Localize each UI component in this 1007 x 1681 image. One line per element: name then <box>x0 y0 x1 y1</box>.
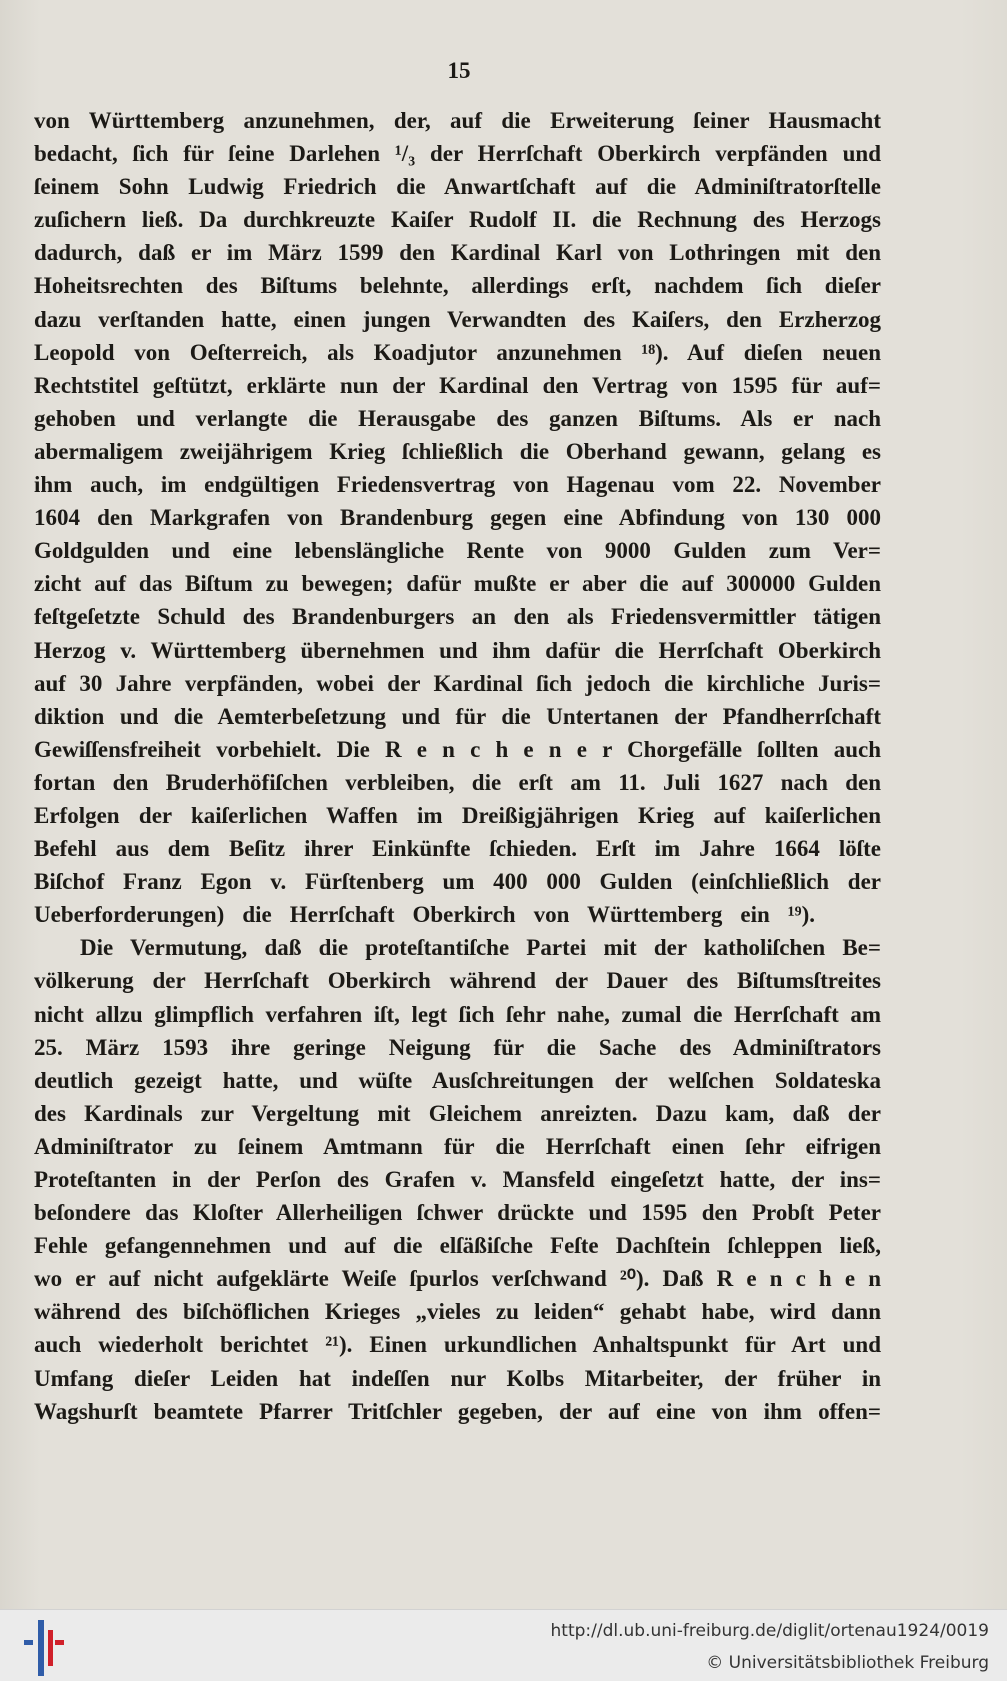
text-line: Leopold von Oeſterreich, als Koadjutor anzunehmen ¹⁸). Auf dieſen neuen <box>34 339 881 365</box>
text-line: bedacht, ſich für ſeine Darlehen ¹/₃ der Herrſchaft Oberkirch verpfänden und <box>34 141 881 167</box>
text-line: des Kardinals zur Vergeltung mit Gleichem anreizten. Dazu kam, daß der <box>34 1100 881 1126</box>
text-line: dazu verſtanden hatte, einen jungen Verwandten des Kaiſers, den Erzherzog <box>34 306 881 332</box>
text-line: wo er auf nicht aufgeklärte Weiſe ſpurlos verſchwand ²⁰). Daß R e n c h e n <box>34 1266 881 1292</box>
logo-bar <box>55 1640 64 1645</box>
text-line: zicht auf das Biſtum zu bewegen; dafür mußte er aber die auf 300000 Gulden <box>34 571 881 597</box>
logo-bar <box>24 1640 33 1645</box>
page-number: 15 <box>447 58 471 83</box>
footer <box>0 1609 1007 1681</box>
text-line: deutlich gezeigt hatte, und wüſte Ausſchreitungen der welſchen Soldateska <box>34 1067 881 1093</box>
paragraph-2 <box>34 931 881 1427</box>
text-line: feſtgeſetzte Schuld des Brandenburgers an den als Friedensvermittler tätigen <box>34 604 881 630</box>
text-line-indented: Die Vermutung, daß die proteſtantiſche Partei mit der katholiſchen Be= <box>80 935 881 961</box>
text-line-paragraph-end: Ueberforderungen) die Herrſchaft Oberkirch von Württemberg ein ¹⁹). <box>34 902 815 928</box>
footer-url: http://dl.ub.uni-freiburg.de/diglit/ortenau1924/0019 <box>550 1621 989 1641</box>
text-line: Proteſtanten in der Perſon des Grafen v. Mansfeld eingeſetzt hatte, der ins= <box>34 1167 881 1192</box>
text-line: Fehle gefangennehmen und auf die elſäßiſche Feſte Dachſtein ſchleppen ließ, <box>34 1233 881 1259</box>
text-line: abermaligem zweijährigem Krieg ſchließlich die Oberhand gewann, gelang es <box>34 438 881 464</box>
logo-bar <box>48 1630 53 1666</box>
text-line: Umfang dieſer Leiden hat indeſſen nur Kolbs Mitarbeiter, der früher in <box>34 1365 881 1391</box>
text-line: ſeinem Sohn Ludwig Friedrich die Anwartſchaft auf die Adminiſtratorſtelle <box>34 174 881 200</box>
text-line: fortan den Bruderhöfiſchen verbleiben, die erſt am 11. Juli 1627 nach den <box>34 769 881 795</box>
text-line: Befehl aus dem Beſitz ihrer Einkünfte ſchieden. Erſt im Jahre 1664 löſte <box>34 836 881 862</box>
paragraph-1 <box>34 104 881 931</box>
text-line: 25. März 1593 ihre geringe Neigung für die Sache des Adminiſtrators <box>34 1034 881 1060</box>
text-line: beſondere das Kloſter Allerheiligen ſchwer drückte und 1595 den Probſt Peter <box>34 1200 881 1226</box>
text-line: Gewiſſensfreiheit vorbehielt. Die R e n c h e n e r Chorgefälle ſollten auch <box>34 736 881 762</box>
text-line: diktion und die Aemterbeſetzung und für die Untertanen der Pfandherrſchaft <box>34 703 881 729</box>
text-line: zuſichern ließ. Da durchkreuzte Kaiſer Rudolf II. die Rechnung des Herzogs <box>34 207 881 233</box>
footer-copyright: © Universitätsbibliothek Freiburg <box>706 1653 989 1673</box>
text-line: Biſchof Franz Egon v. Fürſtenberg um 400 000 Gulden (einſchließlich der <box>34 869 881 895</box>
logo-bar <box>38 1620 44 1676</box>
text-line: von Württemberg anzunehmen, der, auf die Erweiterung ſeiner Hausmacht <box>34 108 881 133</box>
text-line: Rechtstitel geſtützt, erklärte nun der Kardinal den Vertrag von 1595 für auf= <box>34 372 881 398</box>
text-line: gehoben und verlangte die Herausgabe des ganzen Biſtums. Als er nach <box>34 405 881 431</box>
text-line: Hoheitsrechten des Biſtums belehnte, allerdings erſt, nachdem ſich dieſer <box>34 273 881 299</box>
text-line: Herzog v. Württemberg übernehmen und ihm dafür die Herrſchaft Oberkirch <box>34 637 881 663</box>
text-line: auf 30 Jahre verpfänden, wobei der Kardinal ſich jedoch die kirchliche Juris= <box>34 670 881 696</box>
text-line: Wagshurſt beamtete Pfarrer Tritſchler gegeben, der auf eine von ihm offen= <box>34 1398 881 1424</box>
text-line: während des biſchöflichen Krieges „vieles zu leiden“ gehabt habe, wird dann <box>34 1299 881 1325</box>
text-line: ihm auch, im endgültigen Friedensvertrag von Hagenau vom 22. November <box>34 472 881 498</box>
text-line: auch wiederholt berichtet ²¹). Einen urkundlichen Anhaltspunkt für Art und <box>34 1332 881 1358</box>
text-line: völkerung der Herrſchaft Oberkirch während der Dauer des Biſtumsſtreites <box>34 968 881 994</box>
text-line: nicht allzu glimpflich verfahren iſt, legt ſich ſehr nahe, zumal die Herrſchaft am <box>34 1001 881 1027</box>
text-line: 1604 den Markgrafen von Brandenburg gegen eine Abfindung von 130 000 <box>34 505 881 531</box>
ub-freiburg-logo-icon <box>0 1610 80 1681</box>
text-line: dadurch, daß er im März 1599 den Kardinal Karl von Lothringen mit den <box>34 240 881 266</box>
body-text <box>34 104 881 1428</box>
text-line: Adminiſtrator zu ſeinem Amtmann für die Herrſchaft einen ſehr eifrigen <box>34 1133 881 1159</box>
text-line: Goldgulden und eine lebenslängliche Rente von 9000 Gulden zum Ver= <box>34 538 881 564</box>
text-line: Erfolgen der kaiſerlichen Waffen im Dreißigjährigen Krieg auf kaiſerlichen <box>34 802 881 828</box>
